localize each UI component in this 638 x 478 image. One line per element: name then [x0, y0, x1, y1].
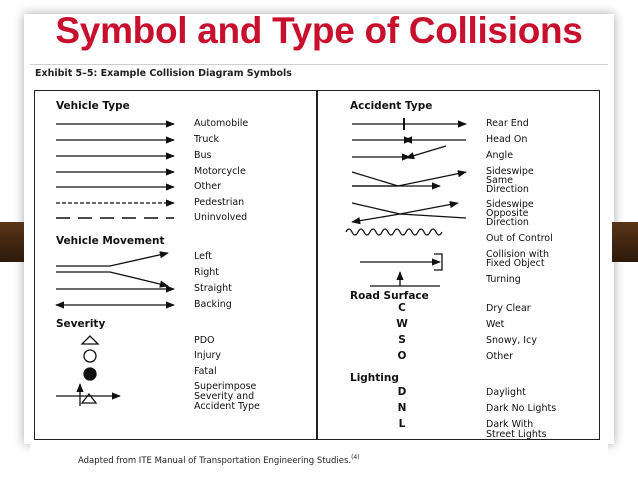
label-dark-no-lights: Dark No Lights: [486, 403, 557, 414]
pdo-triangle-icon: [82, 336, 98, 344]
label-snowy-icy: Snowy, Icy: [486, 335, 537, 346]
label-daylight: Daylight: [486, 387, 526, 398]
accident-type-heading: Accident Type: [350, 100, 433, 112]
label-dark-with-2: Street Lights: [486, 429, 547, 440]
label-head-on: Head On: [486, 134, 528, 145]
code-s: S: [398, 334, 406, 346]
right-turn-arrow-icon: [56, 272, 168, 286]
label-sideswipe-same-2: Same: [486, 175, 513, 186]
label-sideswipe-same-3: Direction: [486, 184, 529, 195]
label-truck: Truck: [194, 134, 220, 145]
code-l: L: [398, 418, 406, 430]
label-pedestrian: Pedestrian: [194, 197, 245, 208]
code-d: D: [397, 386, 407, 398]
severity-heading: Severity: [56, 318, 106, 330]
label-sideswipe-same-1: Sideswipe: [486, 166, 534, 177]
code-o: O: [397, 350, 407, 362]
label-superimpose-3: Accident Type: [194, 401, 260, 412]
slide-title: Symbol and Type of Collisions: [55, 10, 583, 51]
label-superimpose-1: Superimpose: [194, 381, 257, 392]
vehicle-movement-heading: Vehicle Movement: [56, 235, 165, 247]
lighting-heading: Lighting: [350, 372, 399, 384]
label-straight: Straight: [194, 283, 232, 294]
sideswipe-same-icon: [352, 172, 466, 186]
label-rear-end: Rear End: [486, 118, 529, 129]
label-automobile: Automobile: [194, 118, 249, 129]
label-left: Left: [194, 251, 212, 262]
code-n: N: [397, 402, 407, 414]
injury-circle-icon: [84, 350, 96, 362]
source-note-ref: (4): [351, 454, 360, 461]
label-dark-with-1: Dark With: [486, 419, 534, 430]
source-note-text: Adapted from ITE Manual of Transportation Engineering Studies.: [78, 455, 352, 466]
label-wet: Wet: [486, 319, 505, 330]
label-other-surface: Other: [486, 351, 513, 362]
exhibit-caption: Exhibit 5–5: Example Collision Diagram Symbols: [35, 68, 292, 79]
label-sideswipe-opp-2: Opposite: [486, 208, 529, 219]
label-fatal: Fatal: [194, 366, 217, 377]
label-uninvolved: Uninvolved: [194, 212, 248, 223]
sideswipe-opp-icon: [352, 203, 458, 214]
label-fixed-object-1: Collision with: [486, 249, 549, 260]
label-sideswipe-opp-3: Direction: [486, 217, 529, 228]
label-motorcycle: Motorcycle: [194, 166, 246, 177]
label-backing: Backing: [194, 299, 232, 310]
code-w: W: [396, 318, 408, 330]
vehicle-type-heading: Vehicle Type: [56, 100, 130, 112]
label-sideswipe-opp-1: Sideswipe: [486, 199, 534, 210]
label-turning: Turning: [486, 274, 521, 285]
fatal-dot-icon: [84, 368, 96, 380]
label-right: Right: [194, 267, 220, 278]
label-dry-clear: Dry Clear: [486, 303, 531, 314]
road-surface-heading: Road Surface: [350, 290, 429, 302]
label-other-vehicle: Other: [194, 181, 221, 192]
code-c: C: [398, 302, 406, 314]
label-fixed-object-2: Fixed Object: [486, 258, 545, 269]
label-injury: Injury: [194, 350, 222, 361]
angle-diagonal-icon: [406, 146, 446, 158]
label-angle: Angle: [486, 150, 514, 161]
label-out-of-control: Out of Control: [486, 233, 553, 244]
label-bus: Bus: [194, 150, 212, 161]
left-turn-arrow-icon: [56, 253, 168, 266]
label-pdo: PDO: [194, 335, 215, 346]
label-superimpose-2: Severity and: [194, 391, 255, 402]
out-of-control-icon: [346, 229, 442, 235]
sideswipe-opp-2-icon: [352, 214, 466, 222]
